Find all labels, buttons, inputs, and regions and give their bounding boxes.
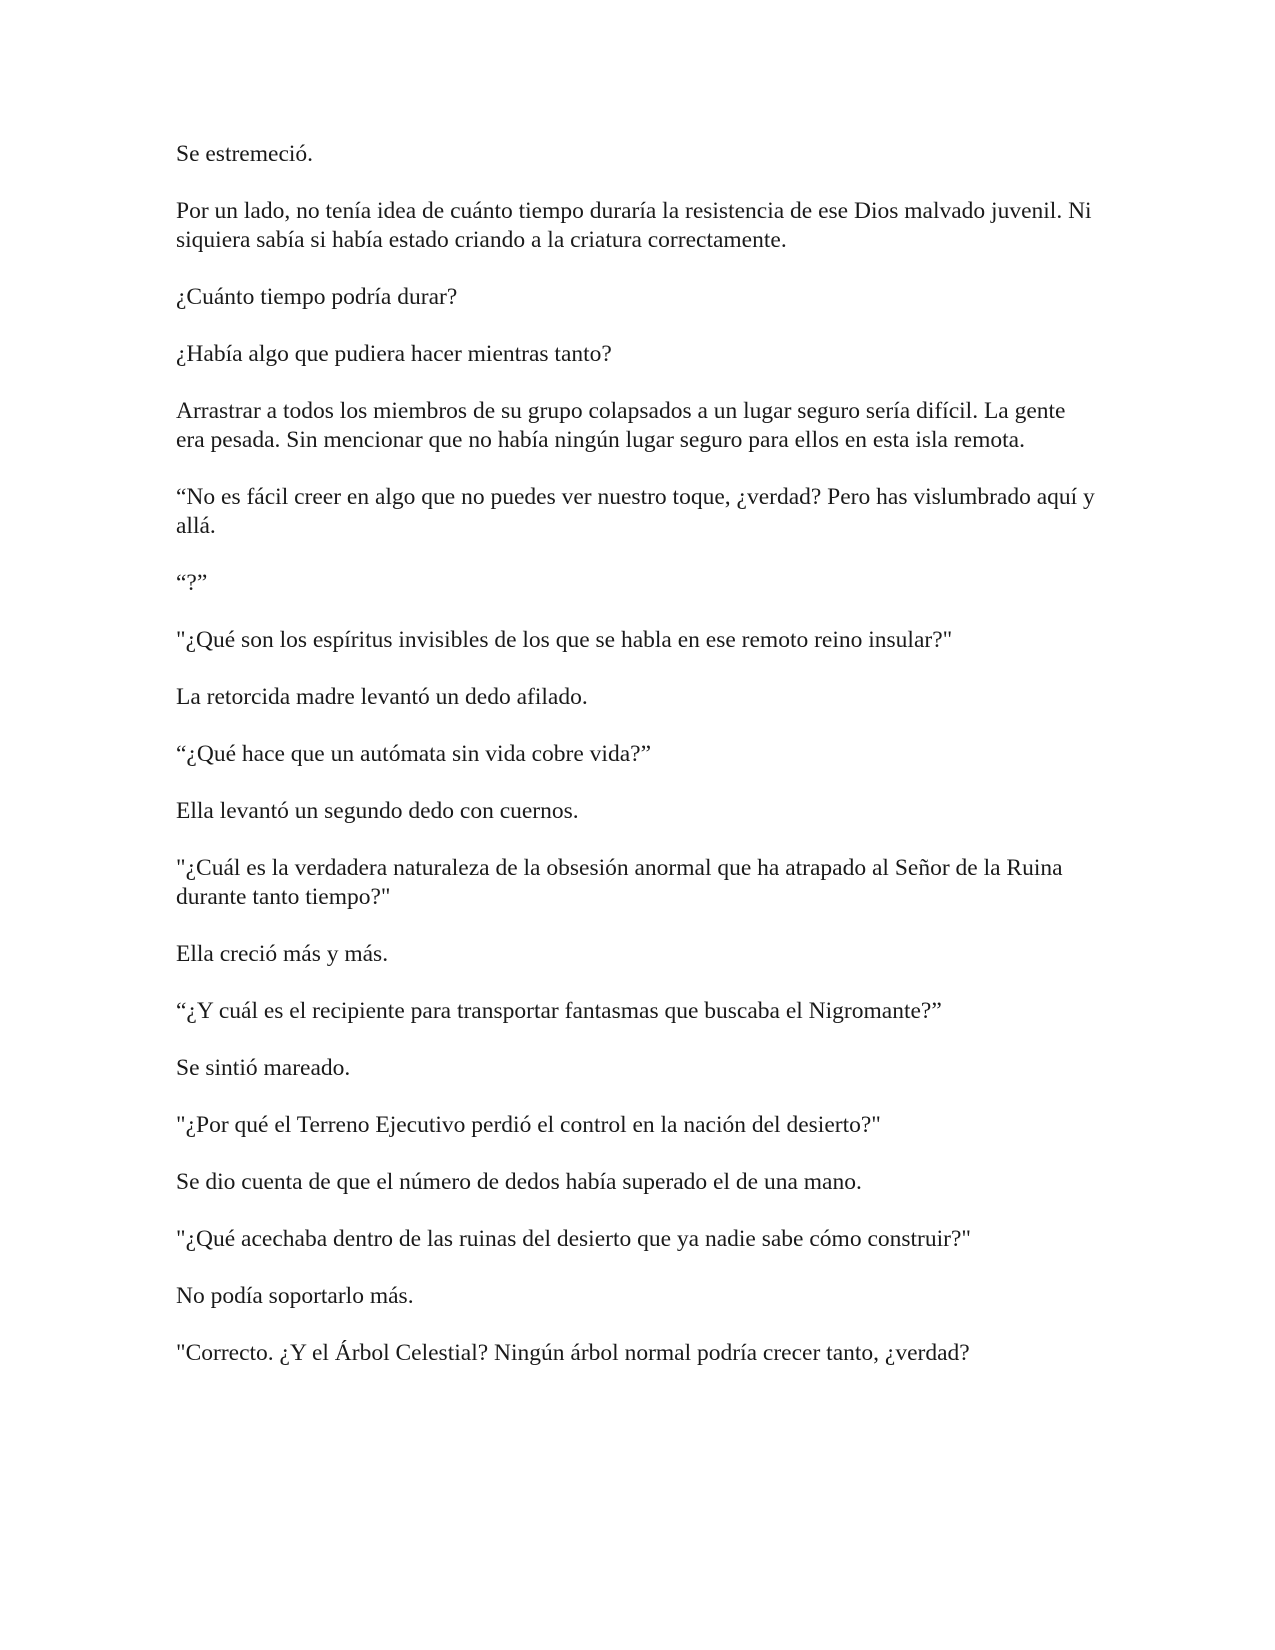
paragraph-20: "Correcto. ¿Y el Árbol Celestial? Ningún árbol normal podría crecer tanto, ¿verdad? bbox=[176, 1340, 970, 1366]
document-page bbox=[176, 140, 1096, 1396]
paragraph-13: Ella creció más y más. bbox=[176, 941, 389, 967]
paragraph-7: “?” bbox=[176, 570, 208, 596]
paragraph-1: Se estremeció. bbox=[176, 141, 314, 167]
paragraph-17: Se dio cuenta de que el número de dedos había superado el de una mano. bbox=[176, 1169, 862, 1195]
paragraph-4: ¿Había algo que pudiera hacer mientras tanto? bbox=[176, 341, 612, 367]
paragraph-11: Ella levantó un segundo dedo con cuernos. bbox=[176, 798, 579, 824]
paragraph-3: ¿Cuánto tiempo podría durar? bbox=[176, 284, 458, 310]
paragraph-6: “No es fácil creer en algo que no puedes ver nuestro toque, ¿verdad? Pero has vislumbrado aquí y allá. bbox=[176, 484, 1095, 539]
paragraph-12: "¿Cuál es la verdadera naturaleza de la obsesión anormal que ha atrapado al Señor de la Ruina durante tanto tiempo?" bbox=[176, 855, 1063, 910]
paragraph-15: Se sintió mareado. bbox=[176, 1055, 351, 1081]
paragraph-14: “¿Y cuál es el recipiente para transportar fantasmas que buscaba el Nigromante?” bbox=[176, 998, 942, 1024]
paragraph-8: "¿Qué son los espíritus invisibles de los que se habla en ese remoto reino insular?" bbox=[176, 627, 953, 653]
paragraph-9: La retorcida madre levantó un dedo afilado. bbox=[176, 684, 588, 710]
paragraph-10: “¿Qué hace que un autómata sin vida cobre vida?” bbox=[176, 741, 652, 767]
paragraph-16: "¿Por qué el Terreno Ejecutivo perdió el control en la nación del desierto?" bbox=[176, 1112, 881, 1138]
paragraph-19: No podía soportarlo más. bbox=[176, 1283, 414, 1309]
paragraph-18: "¿Qué acechaba dentro de las ruinas del desierto que ya nadie sabe cómo construir?" bbox=[176, 1226, 972, 1252]
paragraph-5: Arrastrar a todos los miembros de su grupo colapsados a un lugar seguro sería difícil. La gente era pesada. Sin mencionar que no había ningún lugar seguro para ellos en esta isla remota. bbox=[176, 398, 1066, 453]
paragraph-2: Por un lado, no tenía idea de cuánto tiempo duraría la resistencia de ese Dios malvado juvenil. Ni siquiera sabía si había estado criando a la criatura correctamente. bbox=[176, 198, 1092, 253]
